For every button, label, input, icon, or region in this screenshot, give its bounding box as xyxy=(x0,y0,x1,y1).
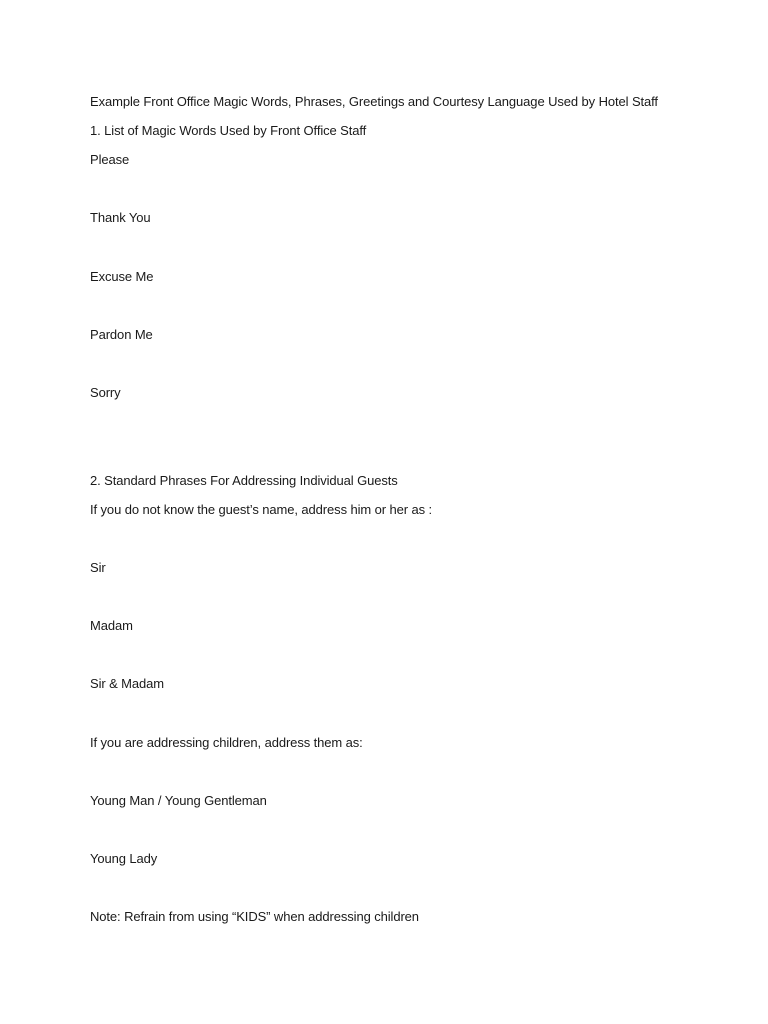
magic-word-item: Pardon Me xyxy=(90,327,153,342)
document-title: Example Front Office Magic Words, Phrases, Greetings and Courtesy Language Used by Hotel Staff xyxy=(90,94,658,109)
section2-heading: 2. Standard Phrases For Addressing Individual Guests xyxy=(90,473,398,488)
intro-children: If you are addressing children, address them as: xyxy=(90,735,363,750)
child-term: Young Man / Young Gentleman xyxy=(90,793,267,808)
magic-word-item: Excuse Me xyxy=(90,269,154,284)
adult-term: Sir & Madam xyxy=(90,676,165,691)
child-term: Young Lady xyxy=(90,851,158,866)
magic-word-item: Please xyxy=(90,152,130,167)
adult-term: Sir xyxy=(90,560,106,575)
magic-word-item: Thank You xyxy=(90,210,151,225)
adult-term: Madam xyxy=(90,618,133,633)
section1-heading: 1. List of Magic Words Used by Front Office Staff xyxy=(90,123,367,138)
magic-word-item: Sorry xyxy=(90,385,121,400)
intro-unknown-name: If you do not know the guest’s name, address him or her as : xyxy=(90,502,433,517)
note-text: Note: Refrain from using “KIDS” when addressing children xyxy=(90,909,419,924)
